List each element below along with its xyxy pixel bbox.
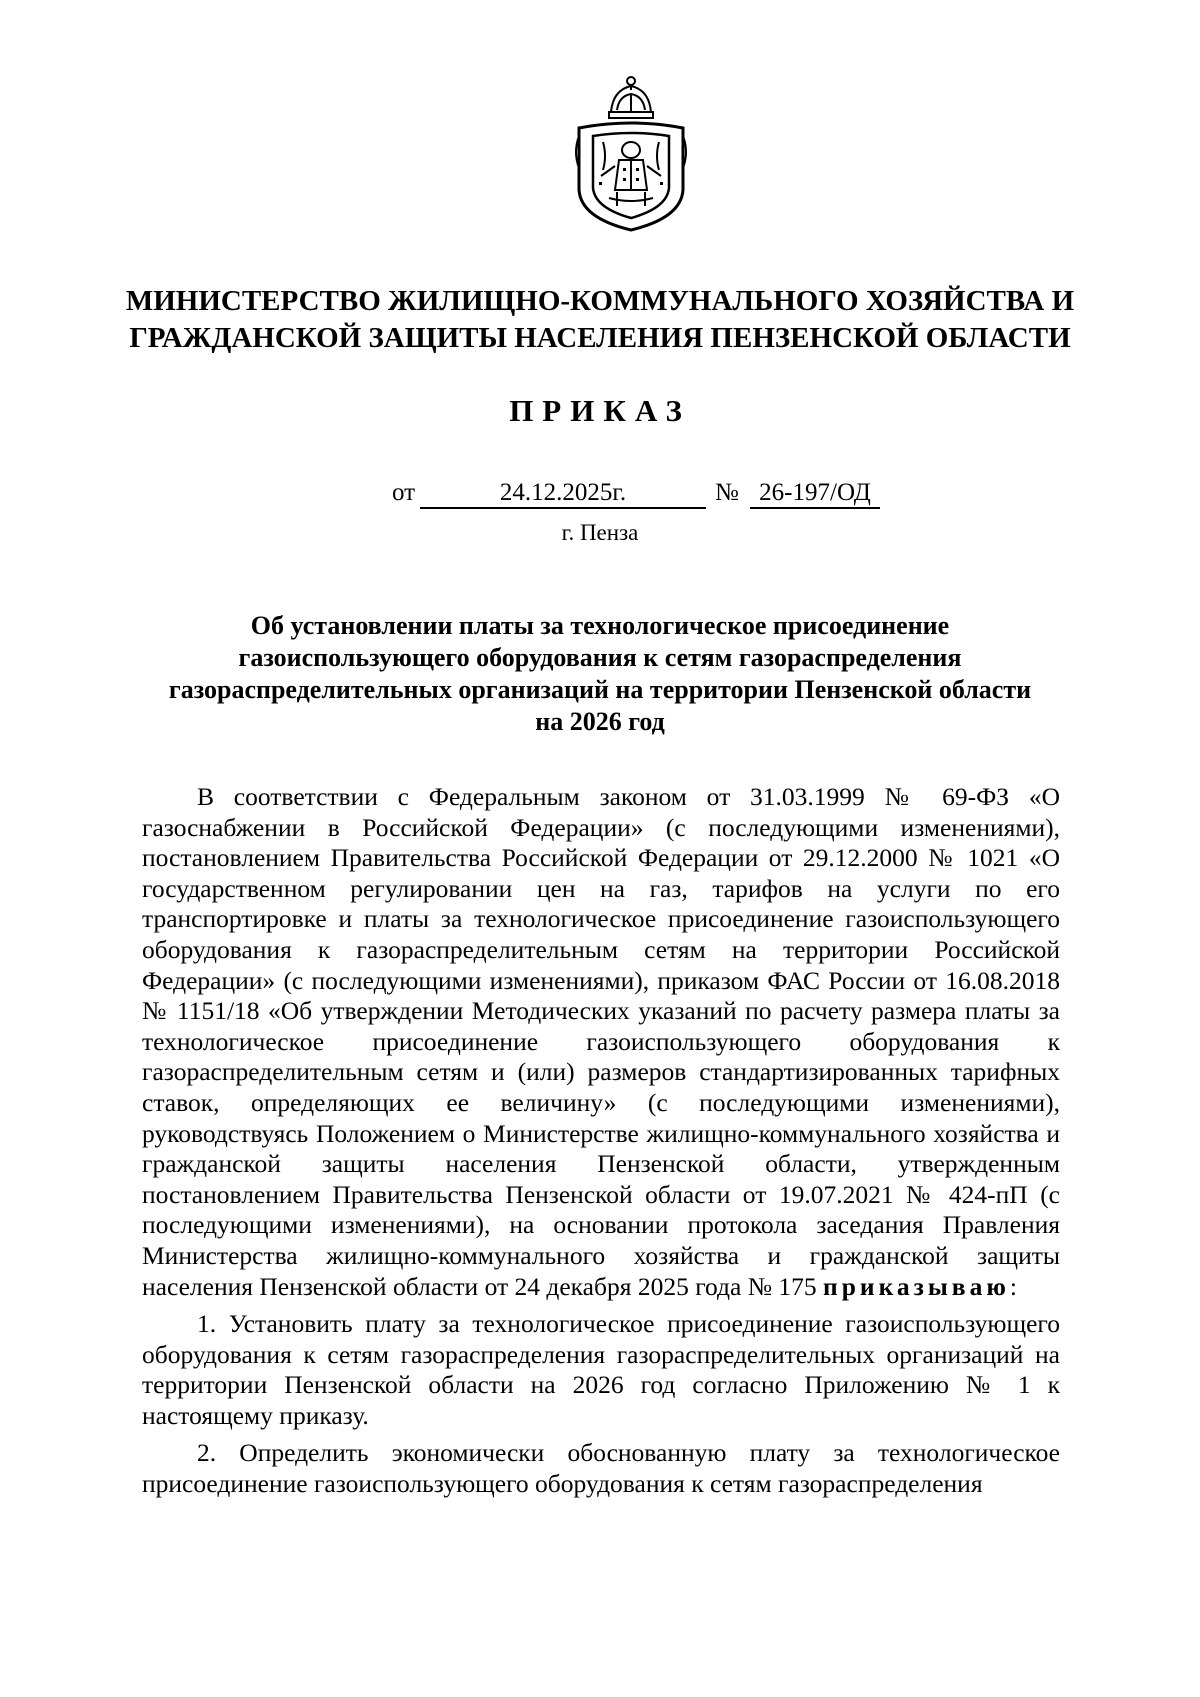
city: г. Пенза bbox=[561, 520, 639, 545]
title-line1: Об установлении платы за технологическое присоединение bbox=[250, 611, 950, 640]
preamble-paragraph bbox=[142, 782, 1060, 1302]
document-title bbox=[160, 610, 1040, 738]
ministry-name bbox=[120, 283, 1080, 357]
ministry-name-line1: МИНИСТЕРСТВО ЖИЛИЩНО-КОММУНАЛЬНОГО ХОЗЯЙСТВА И bbox=[125, 285, 1075, 317]
document-number: 26-197/ОД bbox=[750, 479, 880, 509]
coat-of-arms-icon bbox=[573, 72, 689, 234]
document-date: 24.12.2025г. bbox=[420, 479, 706, 509]
document-body bbox=[142, 782, 1060, 1500]
order-item-2: 2. Определить экономически обоснованную плату за технологическое присоединение газоиспользующего оборудования к сетям газораспределения bbox=[142, 1438, 1060, 1499]
preamble-text: В соответствии с Федеральным законом от 31.03.1999 № 69-ФЗ «О газоснабжении в Российской Федерации» (с последующими изменениями), постановлением Правительства Российской Федерации от 29.12.2000 № 1021 «О государственном регулировании цен на газ, тарифов на услуги по его транспортировке и платы за технологическое присоединение газоиспользующего оборудования к газораспределительным сетям на территории Российской Федерации» (с последующими изменениями), приказом ФАС России от 16.08.2018 № 1151/18 «Об утверждении Методических указаний по расчету размера платы за технологическое присоединение газоиспользующего оборудования к газораспределительным сетям и (или) размеров стандартизированных тарифных ставок, определяющих ее величину» (с последующими изменениями), руководствуясь Положением о Министерстве жилищно-коммунального хозяйства и гражданской защиты населения Пензенской области, утвержденным постановлением Правительства Пензенской области от 19.07.2021 № 424-пП (с последующими изменениями), на основании протокола заседания Правления Министерства жилищно-коммунального хозяйства и гражданской защиты населения Пензенской области от 24 декабря 2025 года № 175 bbox=[142, 782, 1060, 1301]
title-line2: газоиспользующего оборудования к сетям газораспределения bbox=[238, 643, 962, 672]
order-item-1: 1. Установить плату за технологическое присоединение газоиспользующего оборудования к сетям газораспределения газораспределительных организаций на территории Пензенской области на 2026 год согласно Приложению № 1 к настоящему приказу. bbox=[142, 1309, 1060, 1430]
number-prefix: № bbox=[715, 479, 739, 506]
ministry-name-line2: ГРАЖДАНСКОЙ ЗАЩИТЫ НАСЕЛЕНИЯ ПЕНЗЕНСКОЙ ОБЛАСТИ bbox=[129, 322, 1071, 354]
date-prefix: от bbox=[392, 479, 416, 506]
document-type: ПРИКАЗ bbox=[509, 393, 691, 428]
date-number-row bbox=[0, 479, 1200, 515]
order-colon: : bbox=[1009, 1271, 1017, 1301]
title-line3: газораспределительных организаций на территории Пензенской области bbox=[168, 675, 1032, 704]
title-line4: на 2026 год bbox=[535, 707, 665, 736]
order-word: приказываю bbox=[823, 1271, 1010, 1301]
